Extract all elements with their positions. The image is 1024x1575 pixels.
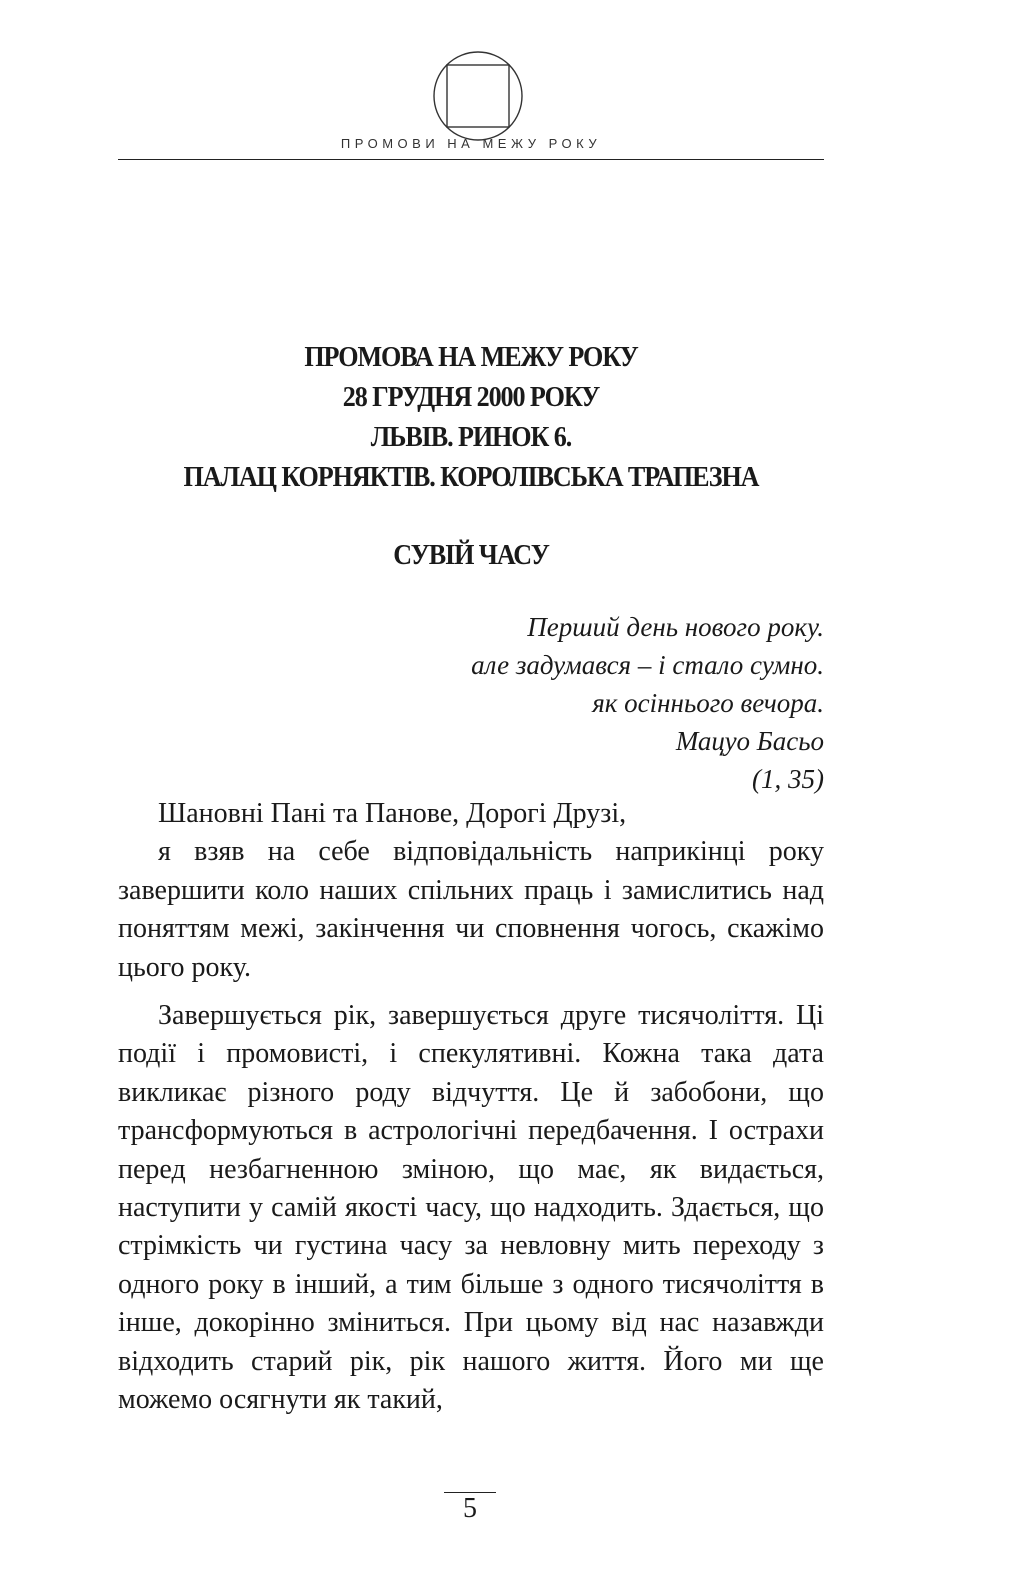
- epigraph-line-1: Перший день нового року.: [527, 612, 824, 642]
- chapter-subtitle: СУВІЙ ЧАСУ: [393, 539, 549, 571]
- epigraph-reference: (1, 35): [752, 764, 824, 794]
- running-header: ПРОМОВИ НА МЕЖУ РОКУ: [340, 136, 602, 151]
- epigraph-line-3: як осіннього вечора.: [592, 688, 824, 718]
- body-text: [118, 795, 824, 1420]
- paragraph-1: я взяв на себе відповідальність наприкінці року завершити коло наших спільних праць і замислитись над поняттям межі, закінчення чи сповнення чогось, скажімо цього року.: [118, 836, 824, 983]
- circle-square-emblem-icon: [432, 50, 524, 142]
- header-divider: [118, 159, 824, 160]
- epigraph: [471, 608, 824, 798]
- title-line-2: 28 ГРУДНЯ 2000 РОКУ: [342, 381, 600, 413]
- title-line-1: ПРОМОВА НА МЕЖУ РОКУ: [304, 341, 638, 373]
- title-line-3: ЛЬВІВ. РИНОК 6.: [370, 421, 572, 453]
- title-line-4: ПАЛАЦ КОРНЯКТІВ. КОРОЛІВСЬКА ТРАПЕЗНА: [183, 461, 759, 493]
- paragraph-2: Завершується рік, завершується друге тисячоліття. Ці події і промовисті, і спекулятивні. Кожна така дата викликає різного роду відчуття. Це й забобони, що трансформуються в астрологічні передбачення. І острахи перед незбагненною зміною, що має, як видається, наступити у самій якості часу, що надходить. Здається, що стрімкість чи густина часу за невловну мить переходу з одного року в інший, а тим більше з одного тисячоліття в інше, докорінно зміниться. При цьому від нас назавжди відходить старий рік, рік нашого життя. Його ми ще можемо осягнути як такий,: [118, 1000, 824, 1416]
- epigraph-author: Мацуо Басьо: [675, 726, 824, 756]
- epigraph-line-2: але задумався – і стало сумно.: [471, 650, 824, 680]
- page-number: 5: [463, 1493, 477, 1524]
- chapter-title: [118, 337, 824, 497]
- salutation: Шановні Пані та Панове, Дорогі Друзі,: [158, 798, 627, 829]
